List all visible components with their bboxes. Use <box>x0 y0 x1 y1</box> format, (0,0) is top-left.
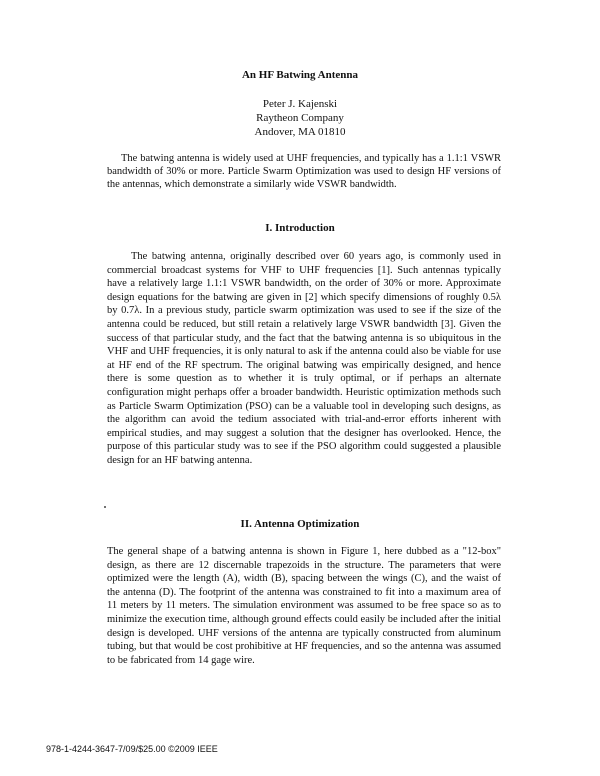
stray-dot <box>104 506 106 508</box>
paper-title: An HF Batwing Antenna <box>241 69 359 81</box>
section-text-antenna-optimization: The general shape of a batwing antenna is shown in Figure 1, here dubbed as a "12-box" design, as there are 12 discernable trapezoids in the structure. The parameters that were optimized were the length (A), width (B), spacing between the wings (C), and the waist of the antenna (D). The footprint of the antenna was constrained to fit into a maximum area of 11 meters by 11 meters. The simulation environment was assumed to be free space so as to minimize the execution time, although ground effects could easily be included after the initial design is developed. UHF versions of the antenna are typically constructed from aluminum tubing, but that would be cost prohibitive at HF frequencies, and so the antenna was assumed to be fabricated from 14 gage wire. <box>107 546 501 666</box>
section-heading-antenna-optimization: II. Antenna Optimization <box>240 518 360 530</box>
author-company: Raytheon Company <box>256 112 344 124</box>
abstract: The batwing antenna is widely used at UHF frequencies, and typically has a 1.1:1 VSWR bandwidth of 30% or more. Particle Swarm Optimization was used to design HF versions of the antennas, which demonstrate a similarly wide VSWR bandwidth. <box>107 153 501 190</box>
author-location: Andover, MA 01810 <box>254 126 346 138</box>
author-name: Peter J. Kajenski <box>262 98 338 110</box>
section-text-introduction: The batwing antenna, originally described over 60 years ago, is commonly used in commercial broadcast systems for VHF to UHF frequencies [1]. Such antennas typically have a relatively large 1.1:1 VSWR bandwidth, on the order of 30% or more. Approximate design equations for the batwing are given in [2] which specify dimensions of roughly 0.5λ by 0.7λ. In a previous study, particle swarm optimization was used to see if the size of the antenna could be reduced, but still retain a relatively large VSWR bandwidth [3]. Given the success of that particular study, and the fact that the batwing antenna is so ubiquitous in the VHF and UHF frequencies, it is only natural to ask if the antenna could also be viable for use at HF end of the RF spectrum. The original batwing was empirically designed, and hence there is some question as to whether it is truly optimal, or if perhaps an alternate configuration might perhaps offer a broader bandwidth. Heuristic optimization methods such as Particle Swarm Optimization (PSO) can be a valuable tool in developing such designs, as the algorithm can avoid the tedium associated with trial-and-error efforts inherent with empirical studies, and may suggest a solution that the designer has overlooked. Hence, the purpose of this particular study was to see if the PSO algorithm could suggested a plausible design for an HF batwing antenna. <box>107 251 501 466</box>
section-heading-introduction: I. Introduction <box>265 222 335 234</box>
copyright-footer: 978-1-4244-3647-7/09/$25.00 ©2009 IEEE <box>46 744 218 754</box>
